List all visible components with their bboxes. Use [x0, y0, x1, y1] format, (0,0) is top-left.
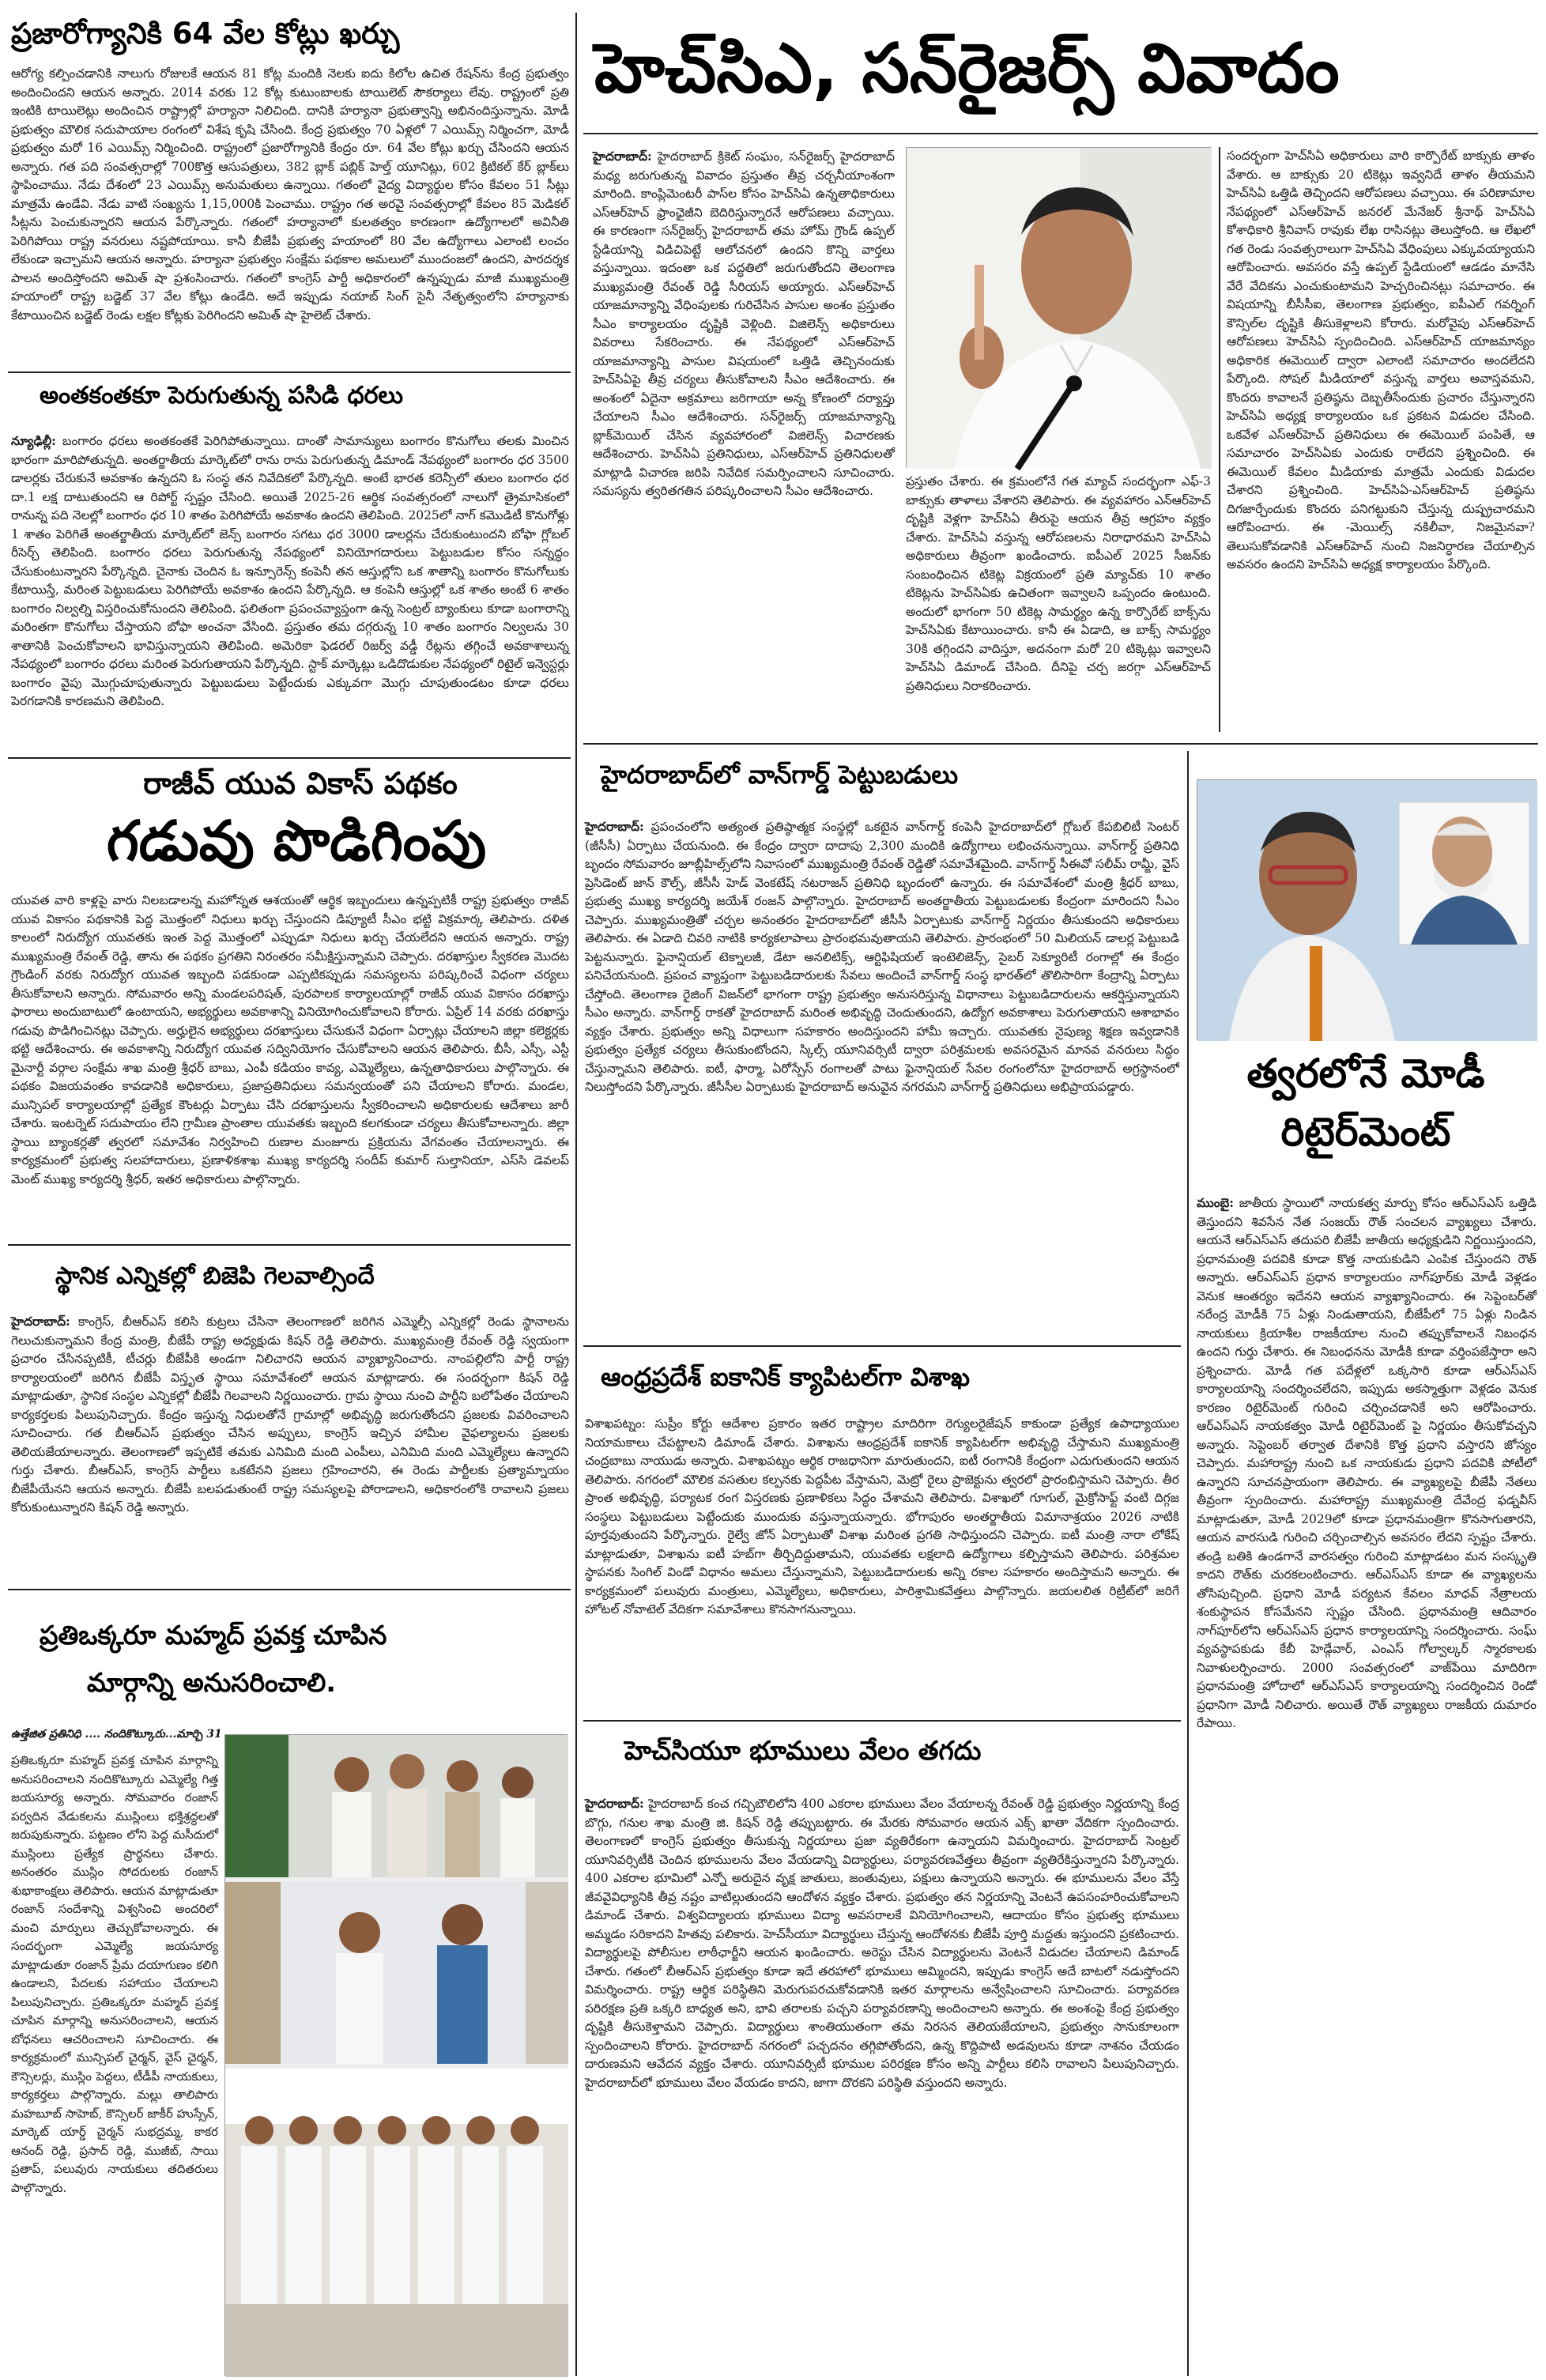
modi-headline-line1: త్వరలోనే మోడీ — [1246, 1050, 1485, 1096]
local-body — [11, 1312, 569, 1576]
sanjay-raut-and-modi-photo — [1197, 779, 1537, 1040]
hcu-dateline: హైదరాబాద్: — [585, 1796, 644, 1811]
vizag-headline: ఆంధ్రప్రదేశ్ ఐకానిక్ క్యాపిటల్‌గా విశాఖ — [601, 1362, 971, 1392]
hca-body-mid: ప్రస్తుతం చేశారు. ఈ క్రమంలోనే గత మ్యాచ్ సందర్భంగా ఎఫ్-3 బాక్సుకు తాళాలు వేశారని తెలిపారు. ఈ వ్యవహారం ఎన్‌ఆర్‌హెచ్ దృష్టికి వెళ్లగా హెచ్‌సిఏ తీరుపై ఆయన తీవ్ర ఆగ్రహం వ్యక్తం చేశారు. హెచ్‌సిఏ వస్తున్న ఆరోపణలను నిరాధారమని హెచ్‌సిఏ అధికారులు తీవ్రంగా ఖండించారు. ఐపీఎల్ 2025 సీజన్‌కు సంబంధించిన టికెట్ల విక్రయంలో ప్రతి మ్యాచ్‌కు 10 శాతం టికెట్లను హెచ్‌సిఏకు ఉచితంగా ఇవ్వాలని ఒప్పందం ఉంటుంది. అందులో భాగంగా 50 టికెట్ల సామర్థ్యం ఉన్న కార్పొరేట్ బాక్స్‌ను హెచ్‌సిఏకు కేటాయించారు. కానీ ఈ ఏడాది, ఆ బాక్స్ సామర్థ్యం 30కి తగ్గిందని వాదిస్తూ, అదనంగా మరో 20 టిక్కెట్లు ఇవ్వాలని హెచ్‌సిఏ డిమాండ్ చేసింది. దీనిపై చర్చ జరగ్గా ఎస్‌ఆర్‌హెచ్ ప్రతినిధులు నిరాకరించారు. — [906, 474, 1211, 693]
majid-headline-line1: ప్రతిఒక్కరూ మహ్మద్ ప్రవక్త చూపిన — [40, 1620, 387, 1650]
vanguard-body — [585, 817, 1179, 1334]
local-dateline: హైదరాబాద్: — [11, 1314, 70, 1329]
revanth-reddy-photo — [906, 147, 1211, 468]
gold-headline: అంతకంతకూ పెరుగుతున్న పసిడి ధరలు — [40, 382, 404, 409]
majid-dateline: ఉత్తేజిత ప్రతినిధి .... నందికొట్కూరు...మార్చి 31 — [11, 1728, 222, 1741]
vanguard-headline: హైదరాబాద్‌లో వాన్‌గార్డ్ పెట్టుబడులు — [601, 760, 959, 790]
hcu-text: హైదరాబాద్ కంచ గచ్చిబౌలిలోని 400 ఎకరాల భూములు వేలం వేయాలన్న రేవంత్ రెడ్డి ప్రభుత్వం నిర్ణయాన్ని కేంద్ర బొగ్గు, గనుల శాఖ మంత్రి జి. కిషన్ రెడ్డి తప్పుబట్టారు. ఈ మేరకు సోమవారం ఆయన ఎక్స్ ఖాతా వేదికగా స్పందించారు. తెలంగాణలో కాంగ్రెస్ ప్రభుత్వం తీసుకున్న నిర్ణయాలు ప్రజా వ్యతిరేకంగా ఉన్నాయని విమర్శించారు. హైదరాబాద్ సెంట్రల్ యూనివర్సిటీకి చెందిన భూములను వేలం వేయడాన్ని విద్యార్థులు, పర్యావరణవేత్తలు తీవ్రంగా వ్యతిరేకిస్తున్నారని పేర్కొన్నారు. 400 ఎకరాల భూమిలో ఎన్నో అరుదైన వృక్ష జాతులు, జంతువులు, పక్షులు ఉన్నాయని అన్నారు. ఈ భూములను వేలం వేస్తే జీవవైవిధ్యానికి తీవ్ర నష్టం వాటిల్లుతుందని ఆందోళన వ్యక్తం చేశారు. ప్రభుత్వం తన నిర్ణయాన్ని వెంటనే ఉపసంహరించుకోవాలని డిమాండ్ చేశారు. విశ్వవిద్యాలయ భూములు విద్యా అవసరాలకే వినియోగించాలని, ఆదాయం కోసం ప్రభుత్వ భూములు అమ్మడం సరికాదని హితవు పలికారు. హెచ్‌సీయూ విద్యార్థులు చేస్తున్న ఆందోళనకు బీజేపీ పూర్తి మద్దతు ఇస్తుందని ప్రకటించారు. విద్యార్థులపై పోలీసుల లాఠీఛార్జీని ఆయన ఖండించారు. అరెస్టు చేసిన విద్యార్థులను వెంటనే విడుదల చేయాలని డిమాండ్ చేశారు. గతంలో బీఆర్ఎస్ ప్రభుత్వం కూడా ఇదే తరహాలో భూములు అమ్మిందని, ఇప్పుడు కాంగ్రెస్ అదే బాటలో నడుస్తోందని విమర్శించారు. రాష్ట్ర ఆర్థిక పరిస్థితిని మెరుగుపరచుకోవడానికి ఇతర మార్గాలను అన్వేషించాలని సూచించారు. పర్యావరణ పరిరక్షణ ప్రతి ఒక్కరి బాధ్యత అని, భావి తరాలకు పచ్చని పర్యావరణాన్ని అందించాలని అన్నారు. ఈ అంశంపై కేంద్ర ప్రభుత్వం దృష్టికి తీసుకెళ్తామని చెప్పారు. విద్యార్థులు శాంతియుతంగా తమ నిరసన తెలియజేయాలని, ప్రభుత్వం సానుకూలంగా స్పందించాలని కోరారు. హైదరాబాద్ నగరంలో పచ్చదనం తగ్గిపోతోందని, ఉన్న కొద్దిపాటి అడవులను కూడా నాశనం చేయడం దారుణమని ఆవేదన వ్యక్తం చేశారు. యూనివర్సిటీ భూముల పరిరక్షణ కోసం అన్ని పార్టీలు కలిసి రావాలని పిలుపునిచ్చారు. హైదరాబాద్‌లో భూములు వేలం వేయడం కాదని, జాగా దొరకని పరిస్థితి వస్తుందని అన్నారు. — [585, 1797, 1179, 2090]
divider — [8, 1589, 571, 1590]
health-body: ఆరోగ్య కల్పించడానికి నాలుగు రోజులకే ఆయన 81 కోట్ల మందికి నెలకు ఐదు కిలోల ఉచిత రేషన్‌ను కేంద్ర ప్రభుత్వం అందించిందని ఆయన అన్నారు. 2014 వరకు 12 కోట్ల కుటుంబాలకు టాయిలెట్ సౌకర్యాలు లేవు. రాష్ట్రంలో ప్రతి ఇంటికి టాయిలెట్లు అందించిన రాష్ట్రాల్లో హర్యానా నిలిచింది. దానికి హర్యానా ప్రభుత్వాన్ని అభినందిస్తున్నాను. మోడీ ప్రభుత్వం మౌలిక సదుపాయాల రంగంలో విశేష కృషి చేసింది. కేంద్ర ప్రభుత్వం 70 ఏళ్లలో 7 ఎయిమ్స్ నిర్మించగా, మోడీ ప్రభుత్వం మరో 16 ఎయిమ్స్ నిర్మించింది. రాష్ట్రంలో ప్రజారోగ్యానికి కేంద్రం రూ. 64 వేల కోట్లు ఖర్చు చేసిందని ఆయన అన్నారు. గత పది సంవత్సరాల్లో 700కొత్త ఆసుపత్రులు, 382 బ్లాక్ పబ్లిక్ హెల్త్ యూనిట్లు, 602 క్రిటికల్ కేర్ బ్లాక్‌లు స్థాపించాము. నేడు దేశంలో 23 ఎయిమ్స్ అనుమతులు ఉన్నాయి. గతంలో వైద్య విద్యార్థుల కోసం కేవలం 51 సీట్లు మాత్రమే ఉండేవి. నేడు వాటి సంఖ్యను 1,15,000కి పెంచాము. రాష్ట్రం గత అరవై సంవత్సరాల్లో కేవలం 85 మెడికల్ సీట్లను పెంచుకున్నారని ఆయన పేర్కొన్నారు. గతంలో హర్యానాలో కులతత్వం కారణంగా ఉద్యోగాలలో అవినీతి పెరిగిపోయి రాష్ట్ర వనరులు నష్టపోయాయి. కానీ బీజేపీ ప్రభుత్వ హయాంలో 80 వేల ఉద్యోగాలు ఎలాంటి లంచం లేకుండా ఇచ్చామని ఆయన అన్నారు. హర్యానా ప్రభుత్వం సంక్షేమ పథకాల అమలులో ముందంజలో ఉందని, పారదర్శక పాలన అందిస్తోందని అమిత్ షా ప్రశంసించారు. గతంలో కాంగ్రెస్ పార్టీ అధికారంలో ఉన్నప్పుడు మాజీ ముఖ్యమంత్రి హయాంలో రాష్ట్ర బడ్జెట్ 37 వేల కోట్లు ఉండేది. అదే ఇప్పుడు నయాబ్ సింగ్ సైనీ నేతృత్వంలోని హర్యానాకు కేటాయించిన బడ్జెట్ రెండు లక్షల కోట్లకు పెరిగిందని అమిత్ షా హైలెట్ చేశారు. — [11, 66, 569, 322]
majid-body: ప్రతిఒక్కరూ మహ్మద్ ప్రవక్త చూపిన మార్గాన్ని అనుసరించాలని నందికొట్కూరు ఎమ్మెల్యే గిత్త జయసూర్య అన్నారు. సోమవారం రంజాన్ పర్వదిన వేడుకలను ముస్లింలు భక్తిశ్రద్ధలతో జరుపుకున్నారు. పట్టణం లోని పెద్ద మసీదులో ముస్లింలు ప్రత్యేక ప్రార్థనలు చేశారు. అనంతరం ముస్లిం సోదరులకు రంజాన్ శుభాకాంక్షలు తెలిపారు. ఆయన మాట్లాడుతూ రంజాన్ సందేశాన్ని విశ్వసించి అందరిలో మంచి మార్పులు తెచ్చుకోవాలన్నారు. ఈ సందర్భంగా ఎమ్మెల్యే జయసూర్య మాట్లాడుతూ రంజాన్ ప్రేమ దయాగుణం కలిగి ఉండాలని, పేదలకు సహాయం చేయాలని పిలుపునిచ్చారు. ప్రతిఒక్కరూ మహ్మద్ ప్రవక్త చూపిన మార్గాన్ని అనుసరించాలని, ఆయన బోధనలు ఆచరించాలని సూచించారు. ఈ కార్యక్రమంలో మున్సిపల్ చైర్మన్, వైస్ చైర్మన్, కౌన్సిలర్లు, ముస్లిం పెద్దలు, టీడీపీ నాయకులు, కార్యకర్తలు పాల్గొన్నారు. మల్లు తాలిపారు మహబూబ్ సాహెబ్, కౌన్సిలర్ జాకీర్ హుస్సేన్, మార్కెట్ యార్డ్ చైర్మన్ సుభద్రమ్మ, కాకర ఆనంద్ రెడ్డి, ప్రసాద్ రెడ్డి, ముజీబ్, సాయి ప్రతాప్, పలువురు నాయకులు తదితరులు పాల్గొన్నారు. — [11, 1753, 218, 2195]
divider — [1187, 751, 1189, 2376]
modi-dateline: ముంబై: — [1197, 1195, 1234, 1210]
column-divider — [575, 13, 577, 2376]
hca-body-right: సందర్భంగా హెచ్‌సిఏ అధికారులు వారి కార్పొరేట్ బాక్సుకు తాళం వేశారు. ఆ బాక్సుకు 20 టికెట్లు ఇవ్వనిదే తాళం తీయమని హెచ్‌సిఏ ఒత్తిడి తెచ్చిందని ఆరోపణలు వచ్చాయి. ఈ పరిణామాల నేపథ్యంలో ఎస్‌ఆర్‌హెచ్ జనరల్ మేనేజర్ శ్రీనాథ్ హెచ్‌సిఏ కోశాధికారి శ్రీనివాస్ రావుకు లేఖ రాసినట్లు తెలుస్తోంది. ఆ లేఖలో గత రెండు సంవత్సరాలుగా హెచ్‌సిఏ వేధింపులు ఎక్కువయ్యాయని ఆరోపించారు. అవసరం వస్తే ఉప్పల్ స్టేడియంలో ఆడడం మానేసి వేరే వేదికను ఎంచుకుంటామని హెచ్చరించినట్లు సమాచారం. ఈ విషయాన్ని బీసీసీఐ, తెలంగాణ ప్రభుత్వం, ఐపీఎల్ గవర్నింగ్ కౌన్సిల్‌ల దృష్టికి తీసుకెళ్లాలని కోరారు. మరోవైపు ఎస్‌ఆర్‌హెచ్ ఆరోపణలు హెచ్‌సిఏ స్పందించింది. ఎస్‌ఆర్‌హెచ్ యాజమాన్యం అధికారిక ఈమెయిల్ ద్వారా ఎలాంటి సమాచారం అందలేదని పేర్కొంది. సోషల్ మీడియాలో వస్తున్న వార్తలు అవాస్తవమని, కొందరు కావాలనే ప్రతిష్ఠను దెబ్బతీసేందుకు ప్రచారం చేస్తున్నారని హెచ్‌సిఏ అధ్యక్ష కార్యాలయం ఒక ప్రకటన విడుదల చేసింది. ఒకవేళ ఎస్‌ఆర్‌హెచ్ ప్రతినిధులు ఈ ఈమెయిల్ పంపితే, ఆ సమాచారం హెచ్‌సిఏకు ఎందుకు రాలేదని ప్రశ్నించింది. ఈ ఈమెయిల్ కేవలం మీడియాకు మాత్రమే ఎందుకు విడుదల చేశారని ప్రశ్నించింది. హెచ్‌సిఏ-ఎస్‌ఆర్‌హెచ్ ప్రతిష్ఠను దిగజార్చేందుకు కొందరు పనిగట్టుకుని చేస్తున్న దుష్ప్రచారమని ఆరోపించారు. ఈ -మెయిల్స్ నకిలీవా, నిజమైనవా? తెలుసుకోవడానికి ఎస్‌ఆర్‌హెచ్ నుంచి నిజనిర్ధారణ చేయాల్సిన అవసరం ఉందని హెచ్‌సిఏ అధ్యక్ష కార్యాలయం పేర్కొంది. — [1227, 149, 1535, 571]
gold-body — [11, 432, 569, 748]
gold-text: బంగారం ధరలు అంతకంతకే పెరిగిపోతున్నాయి. దాంతో సామాన్యులు బంగారం కొనుగోలు తలకు మించిన భారంగా మారిపోతున్నది. అంతర్జాతీయ మార్కెట్‌లో రాను రాను పెరుగుతున్న డిమాండ్ నేపథ్యంలో బంగారం ధర 3500 డాలర్లకు చేరుకునే అవకాశం ఉన్నదని ఓ సంస్థ తన నివేదికలో పేర్కొన్నది. అంటే భారత కరెన్సీలో తులం బంగారం ధర దా.1 లక్ష దాటుతుందని ఆ రిపోర్ట్ స్పష్టం చేసింది. అయితే 2025-26 ఆర్థిక సంవత్సరంలో నాలుగో త్రైమాసికంలో రానున్న పది నెలల్లో బంగారం ధర 10 శాతం పెరిగిపోయే అవకాశం ఉందని తెలిపింది. 2025లో నాగ్ కమొడిటీ కొనుగోళ్లు 1 శాతం పెరిగితే అంతర్జాతీయ మార్కెట్‌లో జెన్స్ బంగారం సగటు ధర 3000 డాలర్లను చేరుకుంటుందని బోఫా గ్లోబల్ రీసెర్చ్ తెలిపింది. బంగారం ధరలు పెరుగుతున్న నేపథ్యంలో వినియోగదారులు పెట్టుబడుల కోసం సన్నద్ధం చేసుకుంటున్నారని పేర్కొన్నది. చైనాకు చెందిన ఓ ఇన్సూరెన్స్ కంపెనీ తన ఆస్తుల్లోని ఒక శాతాన్ని బంగారం కొనుగోలుకు కేటాయిస్తే, మరింత పెట్టుబడులు పెరిగిపోయే అవకాశం ఉందని పేర్కొన్నది. ఆ కంపెనీ ఆస్తుల్లో ఒక శాతం అంటే 6 శాతం బంగారం నిల్వల్ని విస్తరించుకోనుందని తెలిపింది. ఫలితంగా ప్రపంచవ్యాప్తంగా ఉన్న సెంట్రల్ బ్యాంకులు కూడా బంగారాన్ని మరింతగా కొనుగోలు చేస్తాయని బోఫా అంచనా వేసింది. ప్రస్తుతం తమ దగ్గరున్న 10 శాతం బంగారం నిల్వలను 30 శాతానికి పెంచుకోవాలని భావిస్తున్నాయని తెలిపింది. అమెరికా ఫెడరల్ రిజర్వ్ వడ్డీ రేట్లను తగ్గించే అవకాశాలున్న నేపథ్యంలో బంగారం ధరలు మరింత పెరుగుతాయని పేర్కొన్నది. స్టాక్ మార్కెట్లు ఒడిదొడుకుల నేపథ్యంలో రిటైల్ ఇన్వెస్టర్లు బంగారం వైపు మొగ్గుచూపుతున్నారు పెట్టుబడులు పెట్టేందుకు ఎక్కువగా మొగ్గు చూపుతుండటం కూడా ధరలు పెరగడానికి కారణమని తెలిపింది. — [11, 434, 569, 708]
hca-body-left — [593, 147, 895, 498]
local-headline: స్థానిక ఎన్నికల్లో బిజెపి గెలవాల్సిందే — [55, 1262, 375, 1290]
divider — [1219, 147, 1220, 732]
health-headline: ప్రజారోగ్యానికి 64 వేల కోట్లు ఖర్చు — [11, 17, 400, 51]
vanguard-dateline: హైదరాబాద్: — [585, 819, 644, 834]
hca-dateline: హైదరాబాద్: — [593, 149, 652, 164]
hca-headline: హెచ్‌సిఎ, సన్‌రైజర్స్ వివాదం — [594, 29, 1340, 108]
vanguard-text: ప్రపంచంలోని అత్యంత ప్రతిష్ఠాత్మక సంస్థల్లో ఒకటైన వాన్‌గార్డ్ కంపెనీ హైదరాబాద్‌లో గ్లోబల్ కేపబిలిటీ సెంటర్ (జీసీసీ) ఏర్పాటు చేయనుంది. ఈ కేంద్రం ద్వారా దాదాపు 2,300 మందికి ఉద్యోగాలు లభించనున్నాయి. వాన్‌గార్డ్ ప్రతినిధి బృందం సోమవారం జూబ్లీహిల్స్‌లోని నివాసంలో ముఖ్యమంత్రి రేవంత్ రెడ్డితో సమావేశమైంది. వాన్‌గార్డ్ సీఈవో సలీమ్ రామ్జీ, వైస్ ప్రెసిడెంట్ జాన్ కౌల్స్, జీసీసీ హెడ్ వెంకటేష్ నటరాజన్ ప్రతినిధి బృందంలో ఉన్నారు. ఈ సమావేశంలో మంత్రి శ్రీధర్ బాబు, ప్రభుత్వ ముఖ్య కార్యదర్శి జయేశ్ రంజన్ పాల్గొన్నారు. హైదరాబాద్ అంతర్జాతీయ పెట్టుబడులకు కేంద్రంగా మారిందని సీఎం చెప్పారు. ముఖ్యమంత్రితో చర్చల అనంతరం హైదరాబాద్‌లో జీసీసీ ఏర్పాటుకు వాన్‌గార్డ్ నిర్ణయం తీసుకుందని అధికారులు తెలిపారు. ఈ ఏడాది చివరి నాటికి కార్యకలాపాలు ప్రారంభమవుతాయని తెలిపారు. ప్రారంభంలో 50 మిలియన్ డాలర్ల పెట్టుబడి పెట్టనున్నారు. ఫైనాన్షియల్ టెక్నాలజీ, డేటా అనలిటిక్స్, ఆర్టిఫిషియల్ ఇంటెలిజెన్స్, సైబర్ సెక్యూరిటీ రంగాల్లో ఈ కేంద్రం పనిచేయనుంది. ప్రపంచ వ్యాప్తంగా పెట్టుబడిదారులకు సేవలు అందించే వాన్‌గార్డ్ సంస్థ భారత్‌లో తొలిసారిగా కేంద్రాన్ని ఏర్పాటు చేస్తోంది. తెలంగాణ రైజింగ్ విజన్‌లో భాగంగా రాష్ట్ర ప్రభుత్వం అనుసరిస్తున్న విధానాలు పెట్టుబడిదారులను ఆకర్షిస్తున్నాయని సీఎం అన్నారు. వాన్‌గార్డ్ రాకతో హైదరాబాద్ మరింత అభివృద్ధి చెందుతుందని, ఉద్యోగ అవకాశాలు పెరుగుతాయని ఆశాభావం వ్యక్తం చేశారు. ప్రభుత్వం అన్ని విధాలుగా సహకారం అందిస్తుందని హామీ ఇచ్చారు. యువతకు నైపుణ్య శిక్షణ ఇవ్వడానికి ప్రభుత్వం ప్రత్యేక చర్యలు తీసుకుంటోందని, స్కిల్స్ యూనివర్సిటీ ద్వారా పరిశ్రమలకు అవసరమైన మానవ వనరులు సిద్ధం చేస్తున్నామని తెలిపారు. ఐటీ, ఫార్మా, ఏరోస్పేస్ రంగాలతో పాటు ఫైనాన్షియల్ సేవల రంగంలోనూ హైదరాబాద్ అగ్రస్థానంలో నిలుస్తోందని పేర్కొన్నారు. జీసీసీల ఏర్పాటుకు హైదరాబాద్ అనువైన నగరమని వాన్‌గార్డ్ ప్రతినిధులు అభిప్రాయపడ్డారు. — [585, 820, 1179, 1094]
hcu-headline: హెచ్‌సియూ భూములు వేలం తగదు — [624, 1735, 982, 1766]
divider — [8, 1244, 571, 1246]
divider — [583, 1345, 1181, 1347]
divider — [583, 1720, 1181, 1722]
rajiv-headline-top: రాజీవ్ యువ వికాస్ పథకం — [143, 766, 458, 801]
hca-text-left: హైదరాబాద్ క్రికెట్ సంఘం, సన్‌రైజర్స్ హైదరాబాద్ మధ్య జరుగుతున్న వివాదం ప్రస్తుతం తీవ్ర చర్చనీయాంశంగా మారింది. కాంప్లిమెంటరీ పాస్‌ల కోసం హెచ్‌సిఏ ఉన్నతాధికారులు ఎస్‌ఆర్‌హెచ్ ఫ్రాంఛైజీని బెదిరిస్తున్నారనే ఆరోపణలు వచ్చాయి. ఈ కారణంగా సన్‌రైజర్స్ హైదరాబాద్ తమ హోమ్ గ్రౌండ్ ఉప్పల్ స్టేడియాన్ని విడిచిపెట్టే ఆలోచనలో ఉందని కొన్ని వార్తలు వస్తున్నాయి. ఇదంతా ఒక పద్ధతిలో జరుగుతోందని తెలంగాణ ముఖ్యమంత్రి రేవంత్ రెడ్డి సీరియస్ అయ్యారు. ఎస్‌ఆర్‌హెచ్ యాజమాన్యాన్ని వేధింపులకు గురిచేసిన పాసుల అంశం ప్రస్తుతం సీఎం కార్యాలయం దృష్టికి వెళ్లింది. విజిలెన్స్ అధికారులు వివరాలు సేకరించారు. ఈ నేపథ్యంలో ఎస్‌ఆర్‌హెచ్ యాజమాన్యాన్ని పాసుల విషయంలో ఒత్తిడి తెచ్చినందుకు హెచ్‌సిఏపై తీవ్ర చర్యలు తీసుకోవాలని సీఎం ఆదేశించారు. ఈ అంశంలో ఏదైనా అక్రమాలు జరిగాయా అన్న కోణంలో దర్యాప్తు చేయాలని సీఎం ఆదేశించారు. సన్‌రైజర్స్ యాజమాన్యాన్ని బ్లాక్‌మెయిల్ చేసిన వ్యవహారంలో విజిలెన్స్ విచారణకు ఆదేశించారు. హెచ్‌సిఏ ప్రతినిధులు, ఎస్‌ఆర్‌హెచ్ ప్రతినిధులతో మాట్లాడి విచారణ జరిపి నివేదిక సమర్పించాలని సూచించారు. సమస్యను త్వరితగతిన పరిష్కరించాలని సీఎం ఆదేశించారు. — [593, 149, 895, 498]
photo-illustration — [1197, 780, 1537, 1041]
divider — [8, 372, 571, 373]
hcu-body — [585, 1794, 1179, 2376]
rajiv-headline-bottom: గడువు పొడిగింపు — [106, 809, 487, 873]
majid-headline-line2: మార్గాన్ని అనుసరించాలి. — [87, 1667, 336, 1698]
modi-body — [1197, 1194, 1537, 2376]
local-text: కాంగ్రెస్, బీఆర్ఎస్ కలిసి కుట్రలు చేసినా తెలంగాణలో జరిగిన ఎమ్మెల్సీ ఎన్నికల్లో రెండు స్థానాలను గెలుచుకున్నామని కేంద్ర మంత్రి, బీజేపీ రాష్ట్ర అధ్యక్షుడు కిషన్ రెడ్డి తెలిపారు. ముఖ్యమంత్రి రేవంత్ రెడ్డి స్వయంగా ప్రచారం చేసినప్పటికీ, టీచర్లు బీజేపీకి అండగా నిలిచారని ఆయన వ్యాఖ్యానించారు. నాంపల్లిలోని పార్టీ రాష్ట్ర కార్యాలయంలో జరిగిన బీజేపీ విస్తృత స్థాయి సమావేశంలో ఆయన మాట్లాడారు. ఈ సందర్భంగా కిషన్ రెడ్డి మాట్లాడుతూ, స్థానిక సంస్థల ఎన్నికల్లో బీజేపీ గెలవాలని నిర్ణయించారు. గ్రామ స్థాయి నుంచి పార్టీని బలోపేతం చేయాలని కార్యకర్తలకు పిలుపునిచ్చారు. కేంద్రం ఇస్తున్న నిధులతోనే గ్రామాల్లో అభివృద్ధి జరుగుతోందని ప్రజలకు వివరించాలని సూచించారు. గత బీఆర్ఎస్ ప్రభుత్వం చేసిన అప్పులు, కాంగ్రెస్ ఇచ్చిన హామీల వైఫల్యాలను ప్రజలకు తెలియజేయాలన్నారు. తెలంగాణలో ఇప్పటికే తమకు ఎనిమిది మంది ఎంపీలు, ఎనిమిది మంది ఎమ్మెల్యేలు ఉన్నారని గుర్తు చేశారు. బీఆర్ఎస్, కాంగ్రెస్ పార్టీలు ఒకటేనని ప్రజలు గ్రహించారని, ఈ రెండు పార్టీలకు ప్రత్యామ్నాయం బీజేపీయేనని ఆయన అన్నారు. బీజేపీ బలపడుతుంటే రాష్ట్ర సమస్యలపై పోరాడాలని, అధికారంలోకి రావాలని ప్రజలు కోరుకుంటున్నారని కిషన్ రెడ్డి అన్నారు. — [11, 1314, 569, 1514]
photo-collage-illustration — [225, 1735, 568, 2377]
divider — [583, 743, 1538, 745]
divider — [583, 133, 1538, 134]
modi-headline-line2: రిటైర్‌మెంట్ — [1280, 1109, 1451, 1155]
rajiv-body: యువత వారి కాళ్లపై వారు నిలబడాలన్న మహోన్నత ఆశయంతో ఆర్థిక ఇబ్బందులు ఉన్నప్పటికీ రాష్ట్ర ప్రభుత్వం రాజీవ్ యువ వికాసం పథకానికి పెద్ద మొత్తంలో నిధులు ఖర్చు చేస్తుందని డిప్యూటీ సీఎం భట్టి విక్రమార్క తెలిపారు. దళిత కాలంలో నిరుద్యోగ యువతకు ఇంత పెద్ద మొత్తంలో ఎప్పుడూ నిధులు ఖర్చు చేయలేదని ఆయన అన్నారు. రాష్ట్ర ముఖ్యమంత్రి రేవంత్ రెడ్డి, తాను ఈ పథకం ప్రగతిని నిరంతరం సమీక్షిస్తున్నామని చెప్పారు. దరఖాస్తుల స్వీకరణ మొదట గ్రౌండింగ్ వరకు నిరుద్యోగ యువత ఇబ్బంది పడకుండా ఎప్పటికప్పుడు సమస్యలను పరిష్కరించే విధంగా చర్యలు తీసుకోవాలని అన్నారు. సోమవారం అన్ని మండలపరిషత్, పురపాలక కార్యాలయాల్లో రాజీవ్ యువ వికాసం దరఖాస్తు ఫారాలు అందుబాటులో ఉంటాయని, అభ్యర్థులు అవకాశాన్ని వినియోగించుకోవాలని కోరారు. ఏప్రిల్ 14 వరకు దరఖాస్తు గడువు పొడిగించినట్లు చెప్పారు. అర్హులైన అభ్యర్థులు దరఖాస్తులు చేసుకునే విధంగా ఏర్పాట్లు చేయాలని జిల్లా కలెక్టర్లకు భట్టి ఆదేశించారు. ఈ అవకాశాన్ని నిరుద్యోగ యువత సద్వినియోగం చేసుకోవాలని ఆయన తెలిపారు. బీసీ, ఎస్సీ, ఎస్టీ మైనార్టీ వర్గాల సంక్షేమ శాఖ మంత్రి శ్రీధర్ బాబు, ఎంపీ కడియం కావ్య, ఎమ్మెల్యేలు, ఉన్నతాధికారులు పాల్గొన్నారు. ఈ పథకం విజయవంతం కావడానికి అధికారులు, ప్రజాప్రతినిధులు సమన్వయంతో పని చేయాలని కోరారు. మండల, మున్సిపల్ కార్యాలయాల్లో ప్రత్యేక కౌంటర్లు ఏర్పాటు చేసి దరఖాస్తులను స్వీకరించాలని అధికారులకు ఆదేశాలు జారీ చేశారు. ఇంటర్నెట్ సదుపాయం లేని గ్రామీణ ప్రాంతాల యువతకు ఇబ్బంది కలగకుండా చర్యలు తీసుకోవాలన్నారు. జిల్లా స్థాయి బ్యాంకర్లతో త్వరలో సమావేశం నిర్వహించి రుణాల మంజూరు ప్రక్రియను వేగవంతం చేయాలన్నారు. ఈ కార్యక్రమంలో ప్రభుత్వ సలహాదారులు, ప్రణాళికశాఖ ముఖ్య కార్యదర్శి సందీప్ కుమార్ సుల్తానియా, ఎస్‌సి డెవలప్ మెంట్ ముఖ్య కార్యదర్శి శ్రీధర్, ఇతర అధికారులు పాల్గొన్నారు. — [11, 893, 569, 1186]
divider — [8, 757, 571, 759]
portrait-illustration — [907, 148, 1212, 469]
modi-text: జాతీయ స్థాయిలో నాయకత్వ మార్పు కోసం ఆర్ఎస్ఎస్ ఒత్తిడి తెస్తుందని శివసేన నేత సంజయ్ రౌత్ సంచలన వ్యాఖ్యలు చేశారు. ఆయనే ఆర్ఎస్ఎస్ తదుపరి బీజేపీ జాతీయ అధ్యక్షుడిని నిర్ణయిస్తుందని, ప్రధానమంత్రి పదవికి కూడా కొత్త నాయకుడిని ఎంపిక చేస్తుందని రౌత్ అన్నారు. ఆర్ఎస్ఎస్ ప్రధాన కార్యాలయం నాగ్‌పూర్‌కు మోడీ వెళ్లడం వెనుక ఆంతర్యం ఇదేనని ఆయన వ్యాఖ్యానించారు. ఈ సెప్టెంబర్‌తో నరేంద్ర మోడీకి 75 ఏళ్లు నిండుతాయని, బీజేపీలో 75 ఏళ్లు నిండిన నాయకులు క్రియాశీల రాజకీయాల నుంచి తప్పుకోవాలనే నిబంధన ఉందని గుర్తు చేశారు. ఈ నిబంధనను మోడీకి కూడా వర్తింపజేస్తారా అని ప్రశ్నించారు. మోడీ గత పదేళ్లలో ఒక్కసారి కూడా ఆర్ఎస్ఎస్ కార్యాలయాన్ని సందర్శించలేదని, ఇప్పుడు అకస్మాత్తుగా వెళ్లడం వెనుక కారణం రిటైర్‌మెంట్ గురించి చర్చించడానికే అని ఆరోపించారు. ఆర్ఎస్ఎస్ నాయకత్వం మోడీ రిటైర్‌మెంట్ పై నిర్ణయం తీసుకోవచ్చని అన్నారు. సెప్టెంబర్ తర్వాత దేశానికి కొత్త ప్రధాని వస్తారని జోస్యం చెప్పారు. మహారాష్ట్ర నుంచి ఒక నాయకుడు ప్రధాని పదవికి పోటీలో ఉన్నారని సూచనప్రాయంగా తెలిపారు. ఈ వ్యాఖ్యలపై బీజేపీ నేతలు తీవ్రంగా స్పందించారు. మహారాష్ట్ర ముఖ్యమంత్రి దేవేంద్ర ఫడ్నవీస్ మాట్లాడుతూ, మోడీ 2029లో కూడా ప్రధానమంత్రిగా కొనసాగుతారని, ఆయన వారసుడి గురించి చర్చించాల్సిన అవసరం లేదని స్పష్టం చేశారు. తండ్రి బతికి ఉండగానే వారసత్వం గురించి మాట్లాడటం మన సంస్కృతి కాదని రౌత్‌కు చురకలంటించారు. ఆర్ఎస్ఎస్ కూడా ఈ వ్యాఖ్యలను తోసిపుచ్చింది. ప్రధాని మోడీ పర్యటన కేవలం మాధవ్ నేత్రాలయ శంకుస్థాపన కోసమేనని స్పష్టం చేసింది. ప్రధానమంత్రి ఆదివారం నాగ్‌పూర్‌లోని ఆర్ఎస్ఎస్ ప్రధాన కార్యాలయాన్ని సందర్శించారు. సంఘ్ వ్యవస్థాపకుడు కేబీ హెడ్గేవార్, ఎంఎస్ గోల్వాల్కర్ స్మారకాలకు నివాళులర్పించారు. 2000 సంవత్సరంలో వాజ్‌పేయి మాదిరిగా ప్రధానమంత్రి హోదాలో ఆర్ఎస్ఎస్ కార్యాలయాన్ని సందర్శించిన రెండో ప్రధానిగా మోడీ నిలిచారు. అయితే రౌత్ వ్యాఖ్యలు రాజకీయ దుమారం రేపాయి. — [1197, 1196, 1537, 1730]
vizag-body: విశాఖపట్నం: సుప్రీం కోర్టు ఆదేశాల ప్రకారం ఇతర రాష్ట్రాల మాదిరిగా రెగ్యులరైజేషన్ కాకుండా ప్రత్యేక ఉపాధ్యాయుల నియామకాలు చేపట్టాలని డిమాండ్ చేశారు. విశాఖను ఆంధ్రప్రదేశ్ ఐకానిక్ క్యాపిటల్‌గా అభివృద్ధి చేస్తామని ముఖ్యమంత్రి చంద్రబాబు నాయుడు అన్నారు. విశాఖపట్నం ఆర్థిక రాజధానిగా మారుతుందని, ఐటీ రంగానికి కేంద్రంగా ఎదుగుతుందని ఆయన తెలిపారు. నగరంలో మౌలిక వసతుల కల్పనకు పెద్దపీట వేస్తామని, మెట్రో రైలు ప్రాజెక్టును త్వరలో ప్రారంభిస్తామని చెప్పారు. తీర ప్రాంత అభివృద్ధి, పర్యాటక రంగ విస్తరణకు ప్రణాళికలు సిద్ధం చేశామని తెలిపారు. విశాఖలో గూగుల్, మైక్రోసాఫ్ట్ వంటి దిగ్గజ సంస్థలు పెట్టుబడులు పెట్టేందుకు ముందుకు వస్తున్నాయన్నారు. భోగాపురం అంతర్జాతీయ విమానాశ్రయం 2026 నాటికి పూర్తవుతుందని పేర్కొన్నారు. రైల్వే జోన్ ఏర్పాటుతో విశాఖ మరింత ప్రగతి సాధిస్తుందని చెప్పారు. ఐటీ మంత్రి నారా లోకేష్ మాట్లాడుతూ, విశాఖను ఐటీ హబ్‌గా తీర్చిదిద్దుతామని, యువతకు లక్షలాది ఉద్యోగాలు కల్పిస్తామని తెలిపారు. పరిశ్రమల స్థాపనకు సింగిల్ విండో విధానం అమలు చేస్తున్నామని, పెట్టుబడిదారులకు అన్ని రకాల సహకారం అందిస్తామని అన్నారు. ఈ కార్యక్రమంలో పలువురు మంత్రులు, ఎమ్మెల్యేలు, అధికారులు, పారిశ్రామికవేత్తలు పాల్గొన్నారు. జయలలిత రిట్రీట్‌లో జరిగే హోటల్ నోవాటెల్ వేదికగా సమావేశాలు కొనసాగనున్నాయి. — [585, 1416, 1179, 1616]
gold-dateline: న్యూఢిల్లీ: — [11, 433, 56, 448]
ramzan-celebration-photos — [224, 1734, 567, 2376]
